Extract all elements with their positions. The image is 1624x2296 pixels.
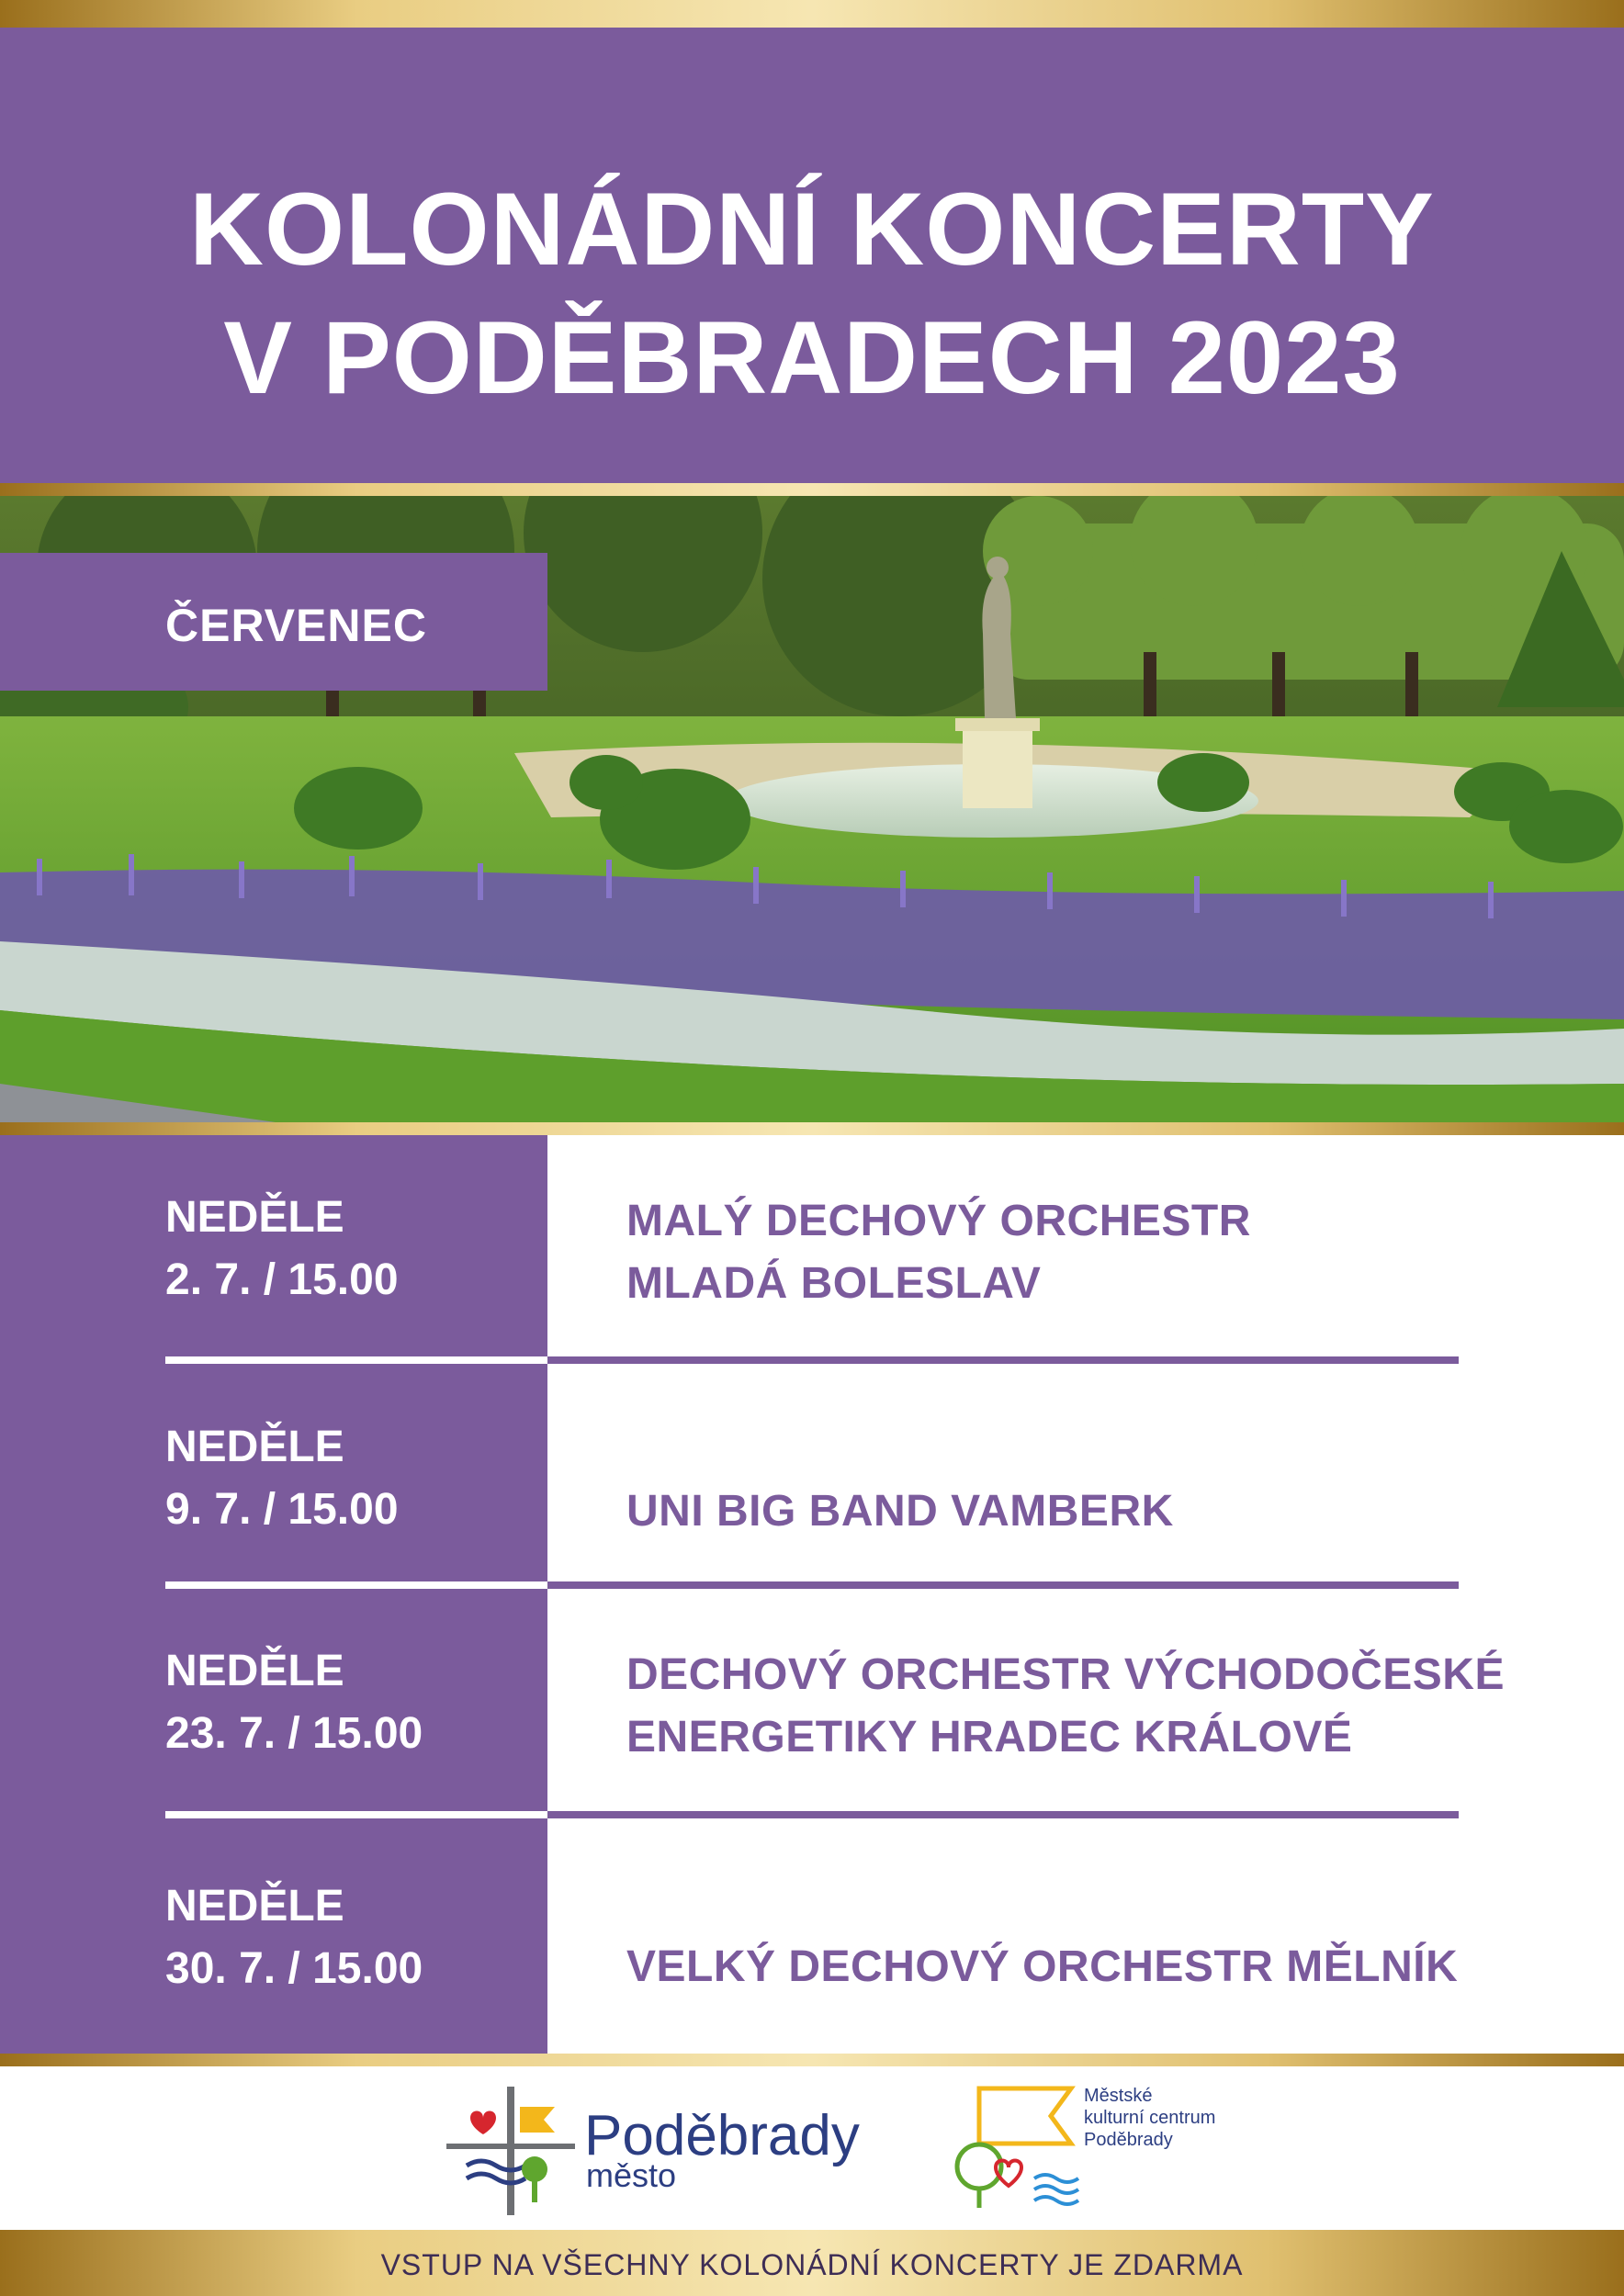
concert-performer: VELKÝ DECHOVÝ ORCHESTR MĚLNÍK — [626, 1942, 1459, 1991]
concert-datetime: 30. 7. / 15.00 — [165, 1944, 423, 1993]
footer-text: VSTUP NA VŠECHNY KOLONÁDNÍ KONCERTY JE ZDARMA — [380, 2248, 1244, 2281]
row-divider — [547, 1811, 1459, 1818]
concert-day: NEDĚLE — [165, 1193, 344, 1242]
statue-pedestal — [963, 726, 1032, 808]
logos-gold-strip — [0, 2054, 1624, 2066]
row-divider — [165, 1356, 547, 1364]
row-divider — [547, 1581, 1459, 1589]
concert-day: NEDĚLE — [165, 1882, 344, 1930]
top-gold-strip — [0, 0, 1624, 28]
concert-day: NEDĚLE — [165, 1423, 344, 1471]
city-logo-sub: město — [586, 2156, 677, 2194]
concert-performer: UNI BIG BAND VAMBERK — [626, 1487, 1174, 1536]
row-divider — [165, 1581, 547, 1589]
podebrady-city-logo-icon — [446, 2087, 575, 2215]
mkc-line-2: kulturní centrum — [1084, 2108, 1216, 2128]
row-divider — [547, 1356, 1459, 1364]
mkc-logo-icon — [952, 2079, 1099, 2217]
concert-performer-line-2: ENERGETIKY HRADEC KRÁLOVÉ — [626, 1713, 1353, 1761]
title-line-1: KOLONÁDNÍ KONCERTY — [189, 172, 1435, 287]
poster-title — [0, 165, 1624, 422]
concert-performer-line-2: MLADÁ BOLESLAV — [626, 1259, 1042, 1308]
concert-day: NEDĚLE — [165, 1647, 344, 1695]
mkc-line-3: Poděbrady — [1084, 2130, 1173, 2150]
row-divider — [165, 1811, 547, 1818]
mkc-logo-text — [1084, 2085, 1215, 2151]
header-gold-strip — [0, 483, 1624, 496]
concert-datetime: 9. 7. / 15.00 — [165, 1485, 399, 1534]
month-label: ČERVENEC — [165, 600, 427, 651]
concert-performer: MALÝ DECHOVÝ ORCHESTR — [626, 1197, 1251, 1245]
title-line-2: V PODĚBRADECH 2023 — [223, 300, 1401, 415]
mkc-line-1: Městské — [1084, 2086, 1153, 2106]
concert-datetime: 23. 7. / 15.00 — [165, 1709, 423, 1758]
concert-datetime: 2. 7. / 15.00 — [165, 1255, 399, 1304]
city-logo-name: Poděbrady — [584, 2104, 860, 2167]
concert-performer: DECHOVÝ ORCHESTR VÝCHODOČESKÉ — [626, 1650, 1505, 1699]
photo-gold-strip — [0, 1122, 1624, 1135]
